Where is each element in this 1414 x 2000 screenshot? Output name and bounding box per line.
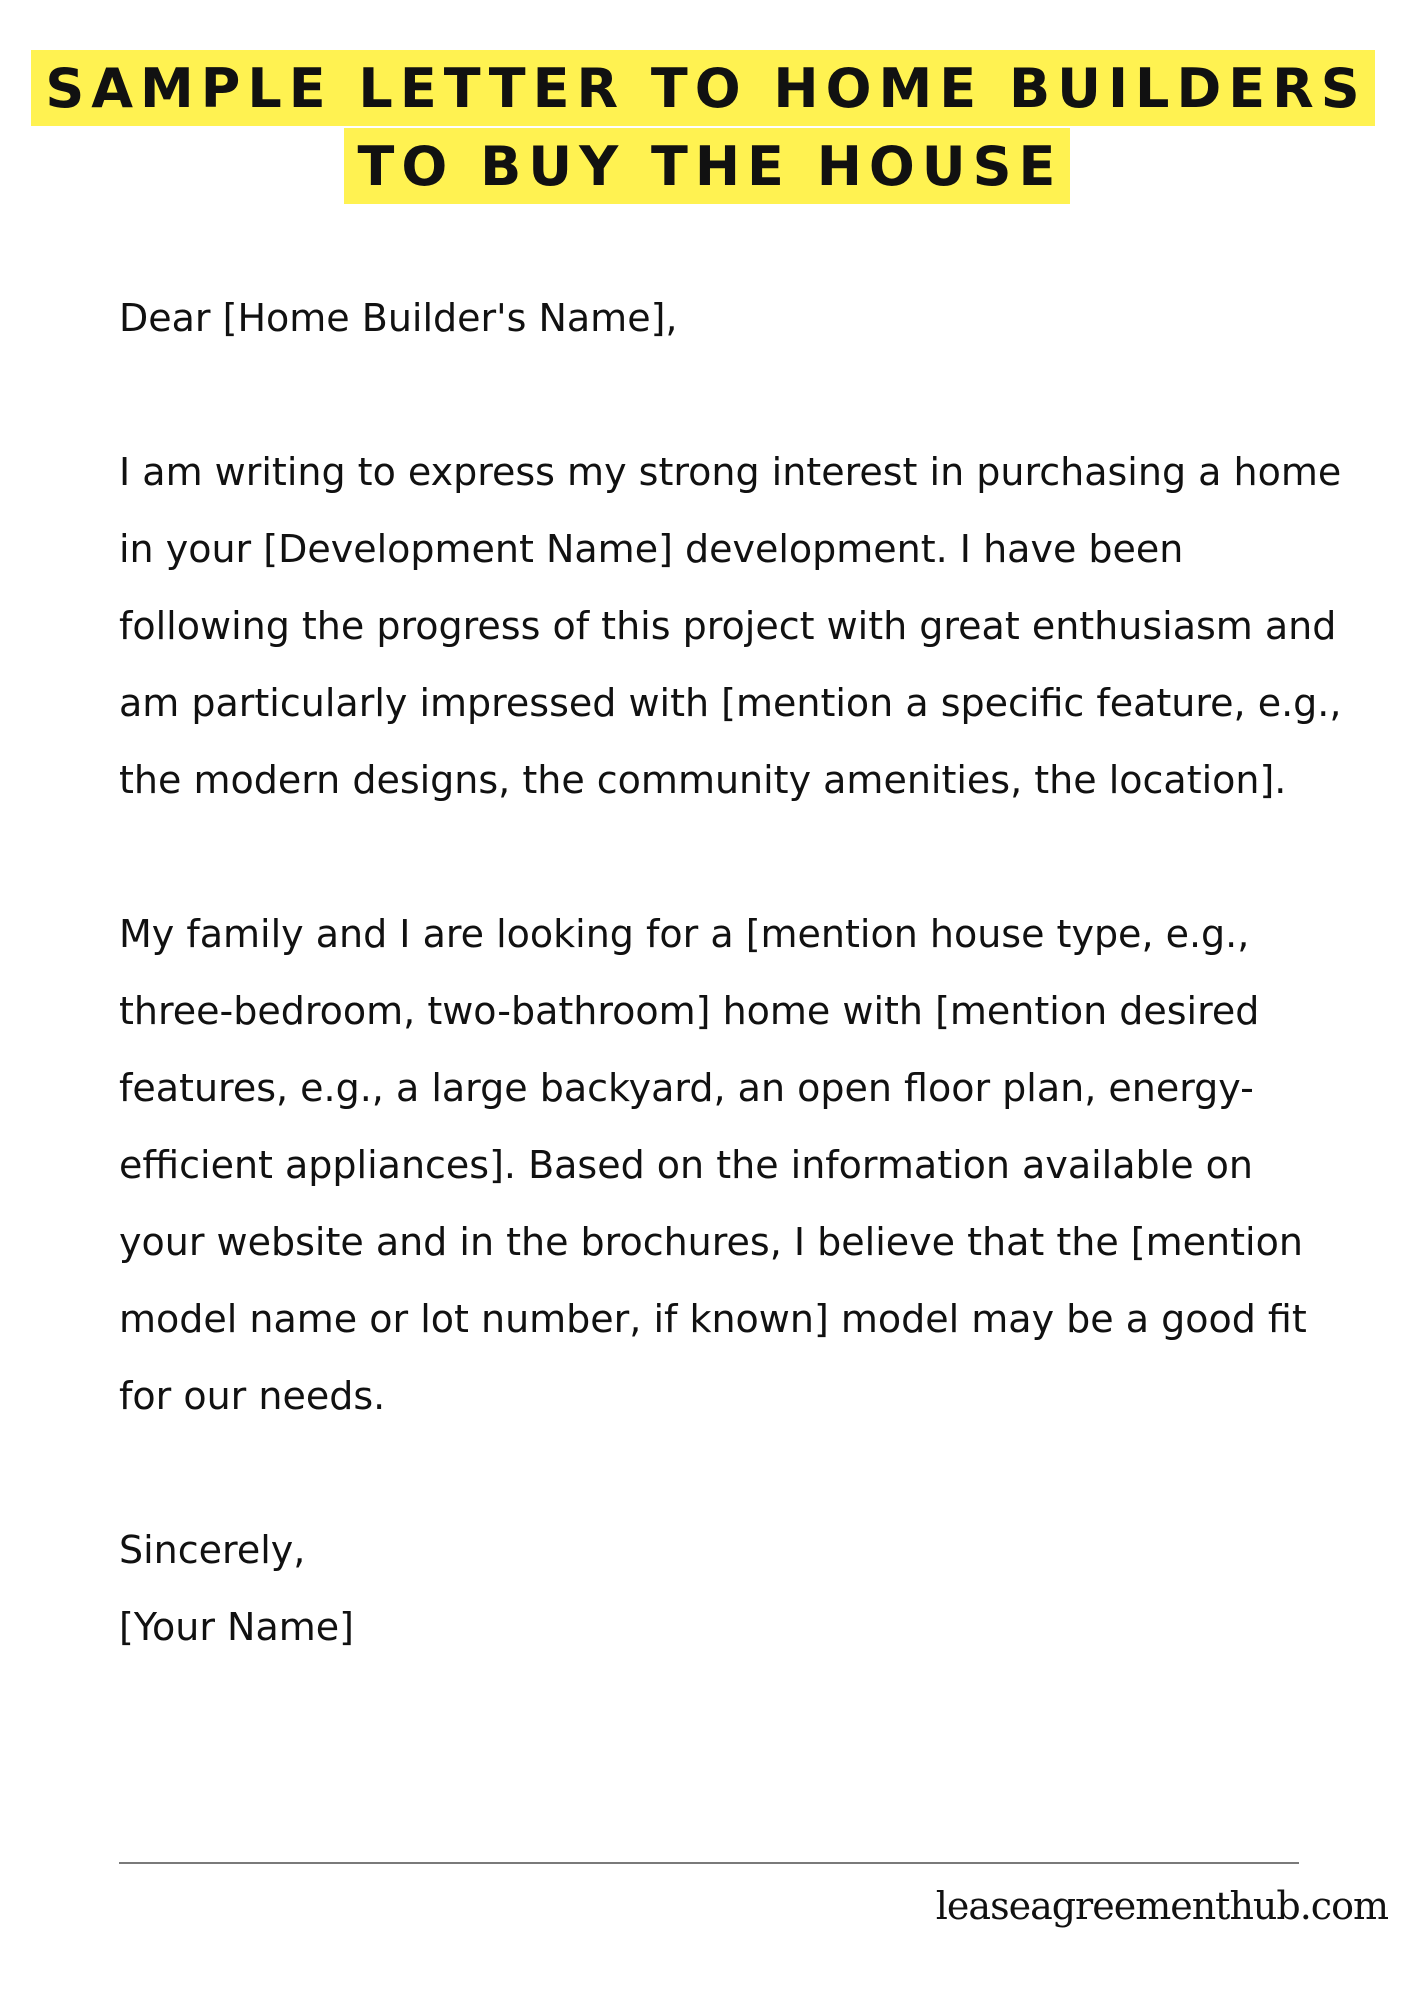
footer-site-name: leaseagreementhub.com [935,1884,1388,1928]
closing: Sincerely, [119,1528,306,1572]
paragraph-intro: I am writing to express my strong interest in purchasing a home in your [Development Name] development. I have been following the progress of this project with great enthusiasm and am particularly impressed with [mention a specific feature, e.g., the modern designs, the community amenities, the location]. [119,450,1342,802]
page-title [0,50,1414,202]
title-line-1: SAMPLE LETTER TO HOME BUILDERS [31,50,1374,126]
salutation: Dear [Home Builder's Name], [119,296,678,340]
footer-divider [119,1862,1299,1864]
paragraph-requirements: My family and I are looking for a [mention house type, e.g., three-bedroom, two-bathroom] home with [mention desired features, e.g., a large backyard, an open floor plan, energy-efficient appliances]. Based on the information available on your website and in the brochures, I believe that the [mention model name or lot number, if known] model may be a good fit for our needs. [119,912,1307,1418]
title-line-2: TO BUY THE HOUSE [344,128,1071,204]
letter-body [119,280,1349,1666]
signature: [Your Name] [119,1605,354,1649]
